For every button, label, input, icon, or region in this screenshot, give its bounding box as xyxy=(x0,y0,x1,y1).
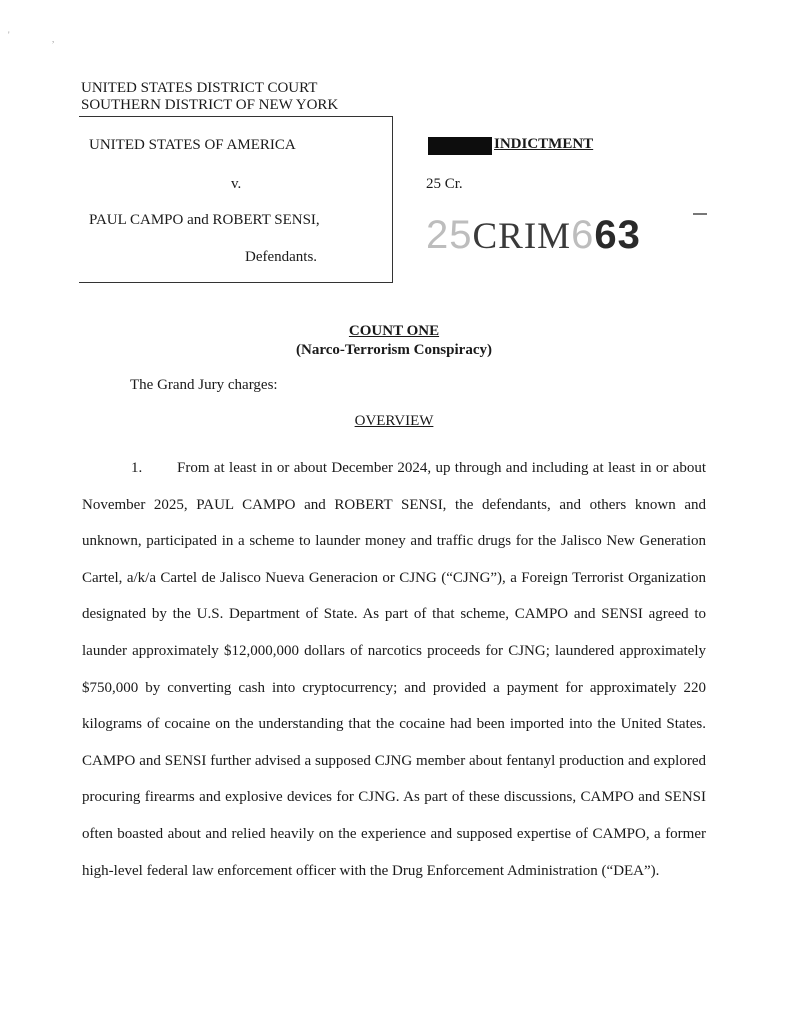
stamp-crim: CRIM xyxy=(472,216,572,257)
grand-jury-charges: The Grand Jury charges: xyxy=(130,377,278,393)
paragraph-1 xyxy=(82,450,706,889)
stamp-dash xyxy=(693,213,707,215)
count-subtitle: (Narco-Terrorism Conspiracy) xyxy=(296,342,492,358)
versus-label: v. xyxy=(231,176,242,192)
redaction-bar xyxy=(428,137,492,155)
paragraph-text: From at least in or about December 2024, up through and including at least in or about November 2025, PAUL CAMPO and ROBERT SENSI, the defendants, and others known and unknown, participated in a scheme to launder money and traffic drugs for the Jalisco New Generation Cartel, a/k/a Cartel de Jalisco Nueva Generacion or CJNG (“CJNG”), a Foreign Terrorist Organization designated by the U.S. Department of State. As part of that scheme, CAMPO and SENSI agreed to launder approximately $12,000,000 dollars of narcotics proceeds for CJNG; laundered approximately $750,000 by converting cash into cryptocurrency; and provided a payment for approximately 220 kilograms of cocaine on the understanding that the cocaine had been imported into the United States. CAMPO and SENSI further advised a supposed CJNG member about fentanyl production and explored procuring firearms and explosive devices for CJNG. As part of these discussions, CAMPO and SENSI often boasted about and relied heavily on the experience and supposed expertise of CAMPO, a former high-level federal law enforcement officer with the Drug Enforcement Administration (“DEA”). xyxy=(82,460,706,879)
section-heading: OVERVIEW xyxy=(354,413,434,429)
court-district: SOUTHERN DISTRICT OF NEW YORK xyxy=(81,97,339,113)
stamp-year: 25 xyxy=(426,213,473,257)
case-number-stamp xyxy=(426,213,641,258)
scan-speck: , xyxy=(52,34,55,44)
count-title: COUNT ONE xyxy=(348,323,440,339)
stamp-number: 63 xyxy=(594,213,641,257)
defendants-label: Defendants. xyxy=(245,249,318,265)
stamp-digit: 6 xyxy=(571,213,595,257)
paragraph-number-text: 1. xyxy=(131,460,143,476)
court-name: UNITED STATES DISTRICT COURT xyxy=(81,80,318,96)
court-header xyxy=(81,80,338,114)
plaintiff-name: UNITED STATES OF AMERICA xyxy=(89,137,296,153)
defendant-names: PAUL CAMPO and ROBERT SENSI, xyxy=(89,212,320,228)
scan-speck: ' xyxy=(8,30,10,40)
case-prefix: 25 Cr. xyxy=(426,176,463,192)
document-type: INDICTMENT xyxy=(494,136,594,152)
paragraph-number xyxy=(82,450,177,487)
